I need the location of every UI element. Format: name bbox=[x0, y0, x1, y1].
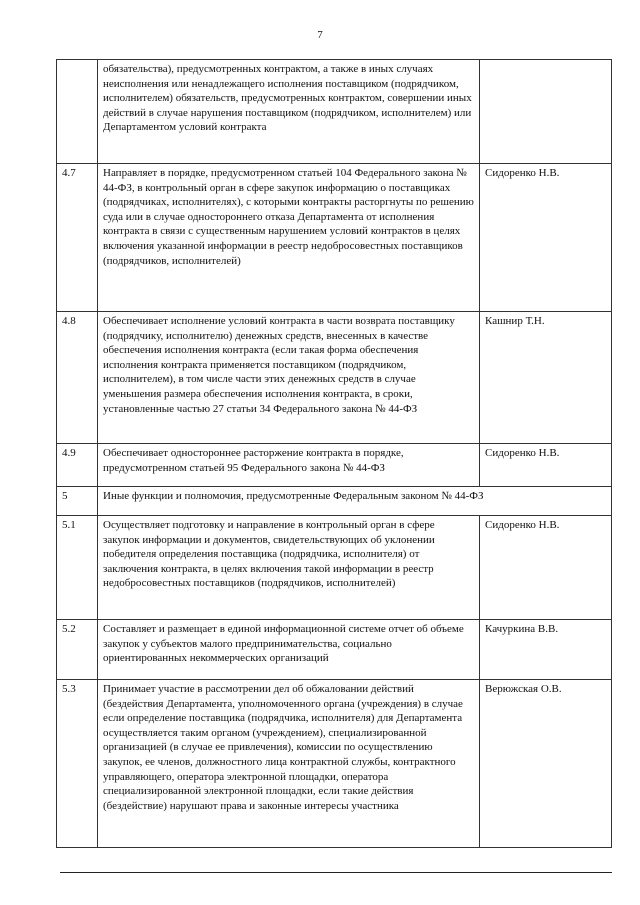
row-responsible: Сидоренко Н.В. bbox=[480, 516, 612, 620]
row-text: Осуществляет подготовку и направление в контрольный орган в сфере закупок информации и документов, свидетельствующих об уклонении победителя определения поставщика (подрядчика, исполнителя) от заключения контракта, в целях включения такой информации в реестр недобросовестных поставщиков (подрядчиков, исполнителей) bbox=[98, 516, 480, 620]
table-row bbox=[57, 680, 612, 848]
row-responsible: Верюжская О.В. bbox=[480, 680, 612, 848]
row-text: Иные функции и полномочия, предусмотренные Федеральным законом № 44-ФЗ bbox=[98, 487, 612, 516]
row-responsible: Сидоренко Н.В. bbox=[480, 164, 612, 312]
footer-rule bbox=[60, 872, 612, 873]
table-row bbox=[57, 487, 612, 516]
row-number: 4.9 bbox=[57, 444, 98, 487]
row-number: 4.8 bbox=[57, 312, 98, 444]
row-number: 5.2 bbox=[57, 620, 98, 680]
responsibilities-table bbox=[56, 59, 612, 848]
row-number: 5.3 bbox=[57, 680, 98, 848]
table-row bbox=[57, 620, 612, 680]
table-row bbox=[57, 516, 612, 620]
table-row bbox=[57, 312, 612, 444]
row-responsible: Качуркина В.В. bbox=[480, 620, 612, 680]
row-responsible: Сидоренко Н.В. bbox=[480, 444, 612, 487]
row-number: 4.7 bbox=[57, 164, 98, 312]
row-number: 5 bbox=[57, 487, 98, 516]
row-number: 5.1 bbox=[57, 516, 98, 620]
table-row bbox=[57, 444, 612, 487]
row-text: Обеспечивает одностороннее расторжение контракта в порядке, предусмотренном статьей 95 Федерального закона № 44-ФЗ bbox=[98, 444, 480, 487]
table-row bbox=[57, 60, 612, 164]
table-row bbox=[57, 164, 612, 312]
row-text: обязательства), предусмотренных контрактом, а также в иных случаях неисполнения или ненадлежащего исполнения поставщиком (подрядчиком, исполнителем) обязательств, предусмотренных контрактом, совершении иных действий в случае нарушения поставщиком (подрядчиком, исполнителем) или Департаментом условий контракта bbox=[98, 60, 480, 164]
row-text: Обеспечивает исполнение условий контракта в части возврата поставщику (подрядчику, исполнителю) денежных средств, внесенных в качестве обеспечения исполнения контракта (если такая форма обеспечения исполнения контракта применяется поставщиком (подрядчиком, исполнителем), в том числе части этих денежных средств в случае уменьшения размера обеспечения исполнения контракта, в сроки, установленные частью 27 статьи 34 Федерального закона № 44-ФЗ bbox=[98, 312, 480, 444]
row-text: Составляет и размещает в единой информационной системе отчет об объеме закупок у субъектов малого предпринимательства, социально ориентированных некоммерческих организаций bbox=[98, 620, 480, 680]
row-responsible: Кашнир Т.Н. bbox=[480, 312, 612, 444]
row-text: Принимает участие в рассмотрении дел об обжаловании действий (бездействия Департамента, уполномоченного органа (учреждения) в случае если определение поставщика (подрядчика, исполнителя) для Департамента осуществляется таким органом (учреждением), специализированной организацией (в случае ее привлечения), комиссии по осуществлению закупок, ее членов, должностного лица контрактной службы, контрактного управляющего, оператора электронной площадки, оператора специализированной электронной площадки, если такие действия (бездействие) нарушают права и законные интересы участника bbox=[98, 680, 480, 848]
row-number bbox=[57, 60, 98, 164]
row-responsible bbox=[480, 60, 612, 164]
page-number: 7 bbox=[317, 29, 323, 41]
row-text: Направляет в порядке, предусмотренном статьей 104 Федерального закона № 44-ФЗ, в контрольный орган в сфере закупок информацию о поставщиках (подрядчиках, исполнителях), с которыми контракты расторгнуты по решению суда или в случае одностороннего отказа Департамента от исполнения контракта в связи с существенным нарушением условий контрактов в целях включения указанной информации в реестр недобросовестных поставщиков (подрядчиков, исполнителей) bbox=[98, 164, 480, 312]
